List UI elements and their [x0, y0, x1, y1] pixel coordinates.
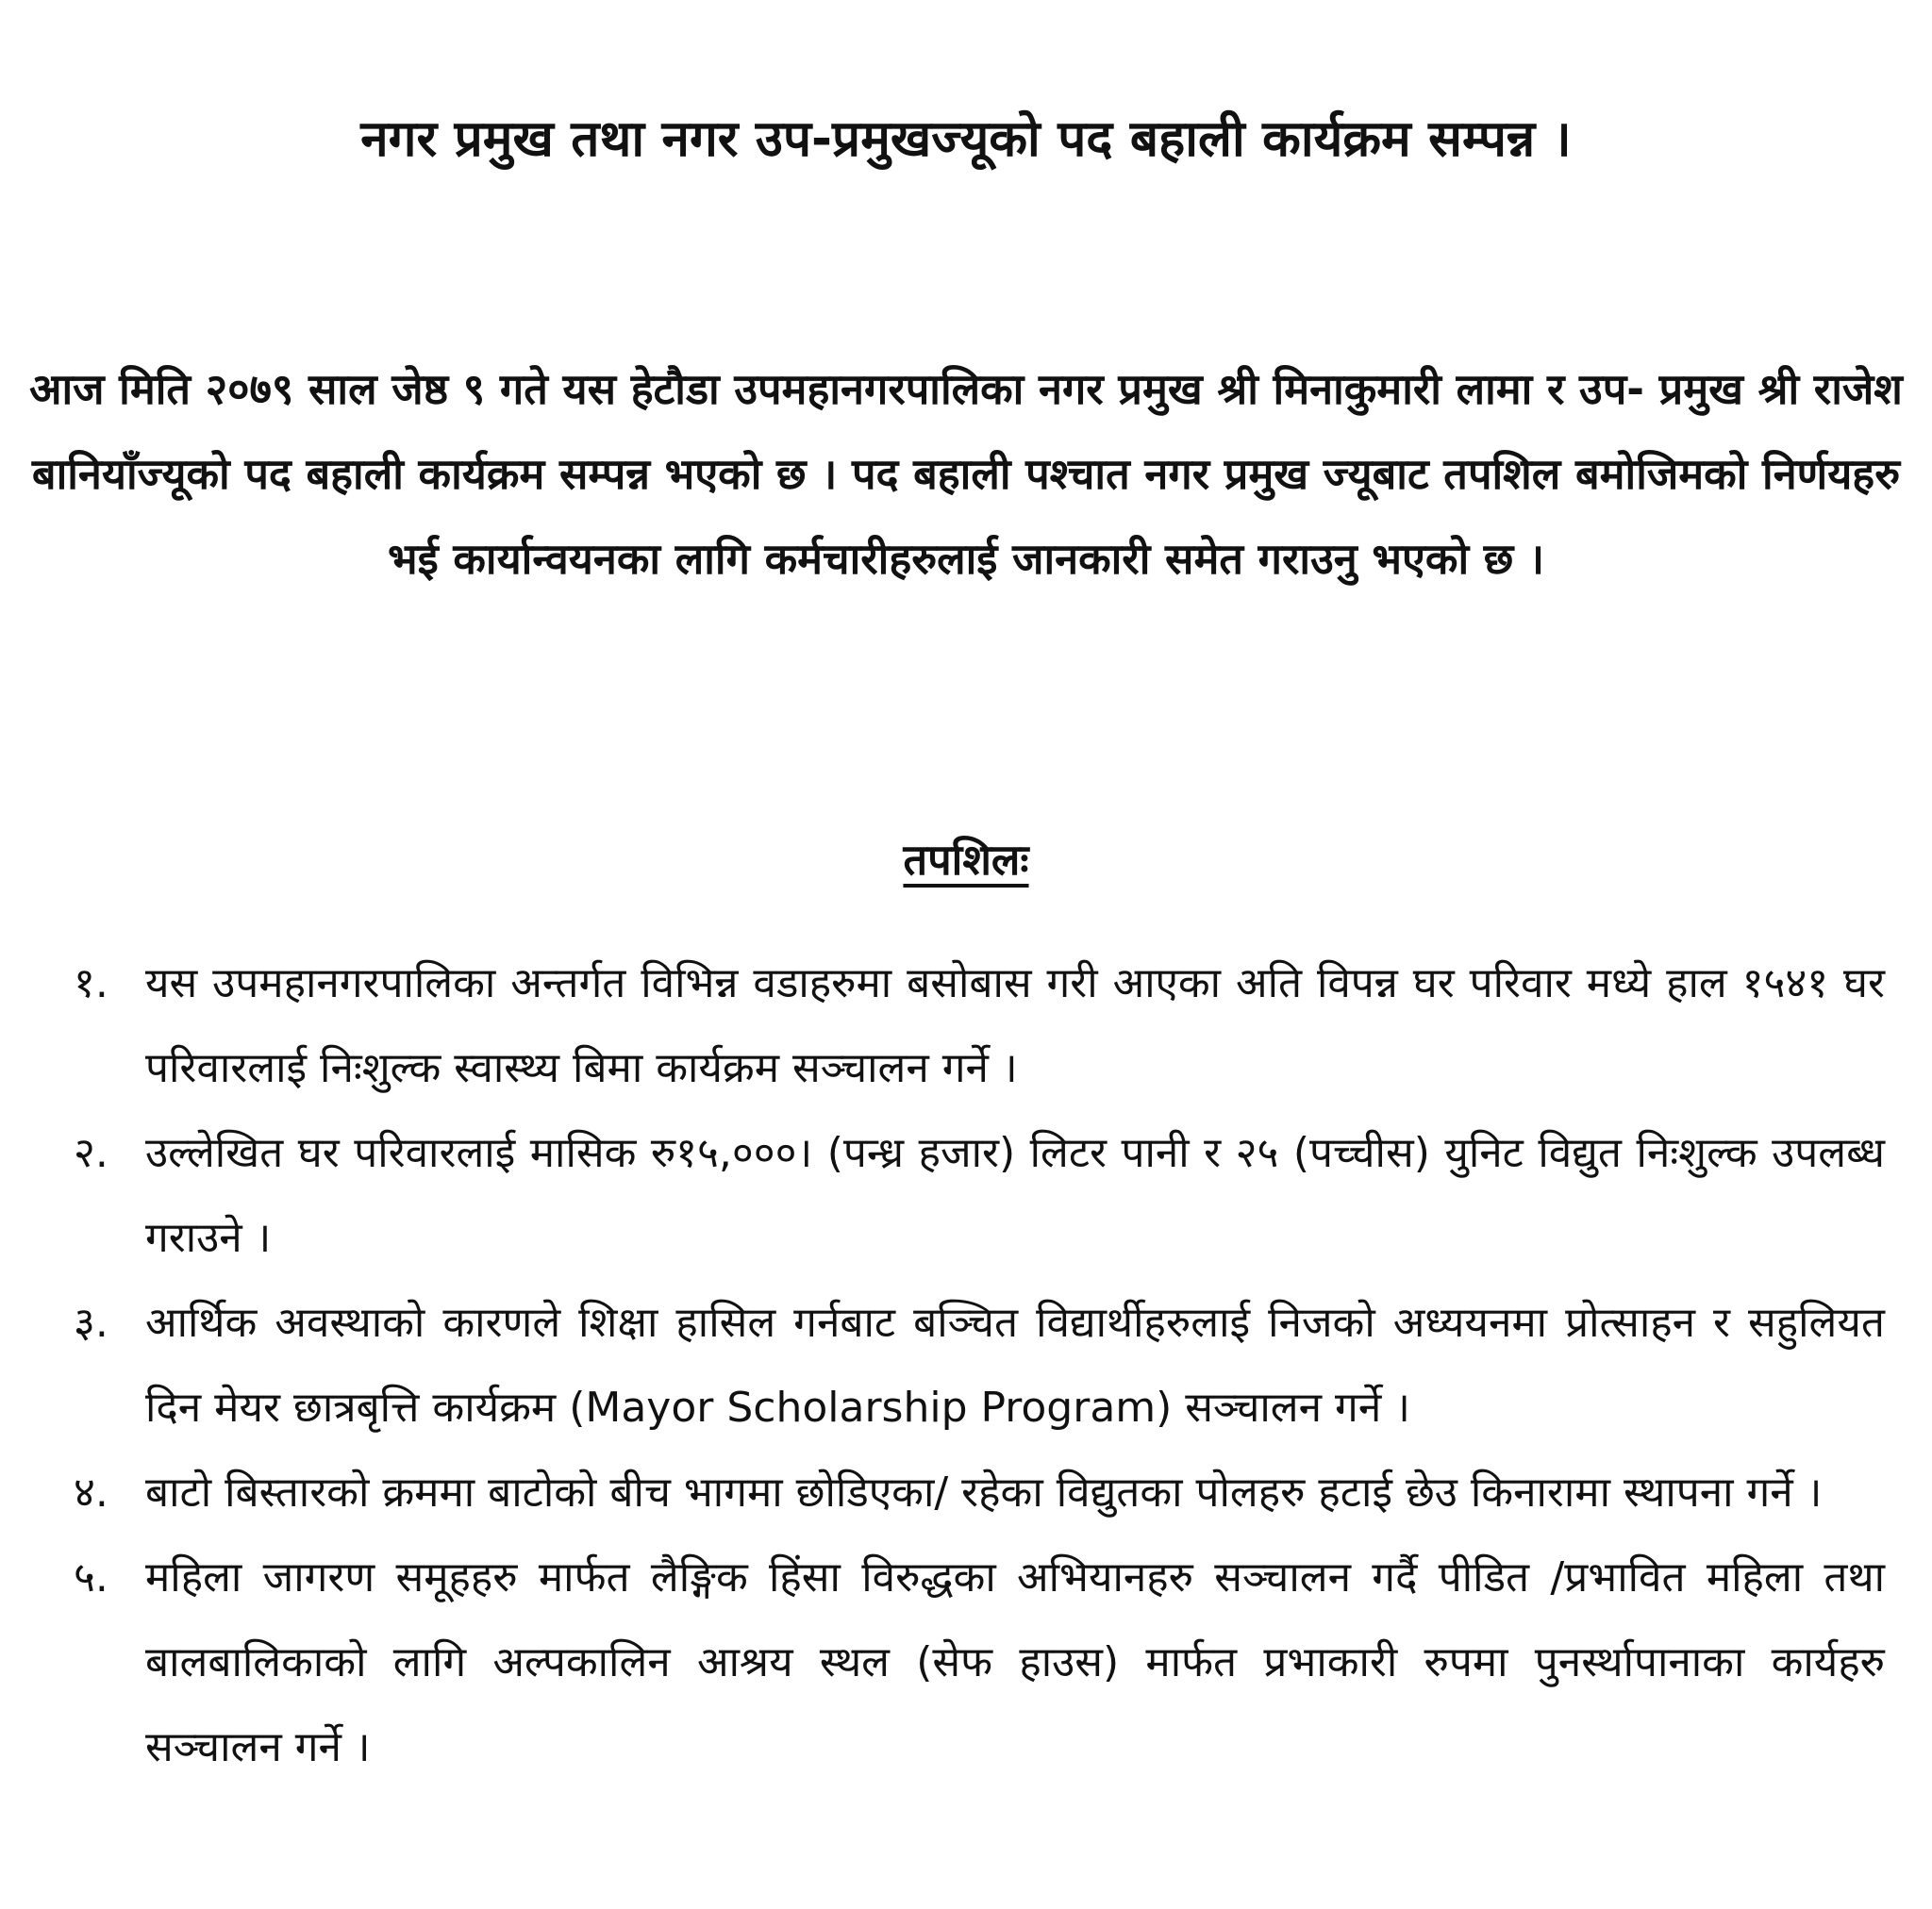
list-item — [74, 1111, 1885, 1281]
document-title: नगर प्रमुख तथा नगर उप-प्रमुखज्यूको पद बहाली कार्यक्रम सम्पन्न । — [360, 110, 1572, 168]
list-item-number: ३. — [74, 1299, 108, 1347]
decision-list — [74, 941, 1885, 1790]
list-item — [74, 1536, 1885, 1790]
list-item — [74, 1281, 1885, 1451]
list-item — [74, 941, 1885, 1111]
intro-paragraph: आज मिति २०७९ साल जेष्ठ ९ गते यस हेटौडा उपमहानगरपालिका नगर प्रमुख श्री मिनाकुमारी लामा र उप- प्रमुख श्री राजेश बानियाँज्यूको पद बहाली कार्यक्रम सम्पन्न भएको छ । पद बहाली पश्चात नगर प्रमुख ज्यूबाट तपशिल बमोजिमको निर्णयहरु भई कार्यान्वयनका लागि कर्मचारीहरुलाई जानकारी समेत गराउनु भएको छ । — [29, 364, 1903, 584]
list-item-text: महिला जागरण समूहहरु मार्फत लैङ्गिक हिंसा विरुद्धका अभियानहरु सञ्चालन गर्दै पीडित /प्रभावित महिला तथा बालबालिकाको लागि अल्पकालिन आश्रय स्थल (सेफ हाउस) मार्फत प्रभाकारी रुपमा पुनर्स्थापानाका कार्यहरु सञ्चालन गर्ने । — [145, 1553, 1885, 1771]
list-item-text: बाटो बिस्तारको क्रममा बाटोको बीच भागमा छोडिएका/ रहेका विद्युतका पोलहरु हटाई छेउ किनारामा स्थापना गर्ने । — [145, 1469, 1823, 1517]
list-item-text: यस उपमहानगरपालिका अन्तर्गत विभिन्न वडाहरुमा बसोबास गरी आएका अति विपन्न घर परिवार मध्ये हाल १५४१ घर परिवारलाई निःशुल्क स्वास्थ्य बिमा कार्यक्रम सञ्चालन गर्ने । — [145, 959, 1885, 1092]
list-item-number: १. — [74, 959, 108, 1007]
list-item — [74, 1451, 1885, 1536]
list-item-text: उल्लेखित घर परिवारलाई मासिक रु१५,०००। (पन्ध्र हजार) लिटर पानी र २५ (पच्चीस) युनिट विद्युत निःशुल्क उपलब्ध गराउने । — [145, 1129, 1885, 1262]
list-item-text: आर्थिक अवस्थाको कारणले शिक्षा हासिल गर्नबाट बञ्चित विद्यार्थीहरुलाई निजको अध्ययनमा प्रोत्साहन र सहुलियत दिन मेयर छात्रबृत्ति कार्यक्रम (Mayor Scholarship Program) सञ्चालन गर्ने । — [145, 1299, 1885, 1432]
details-heading: तपशिलः — [903, 835, 1029, 885]
list-item-number: २. — [74, 1129, 108, 1177]
list-item-number: ५. — [74, 1553, 108, 1602]
list-item-number: ४. — [74, 1469, 108, 1517]
